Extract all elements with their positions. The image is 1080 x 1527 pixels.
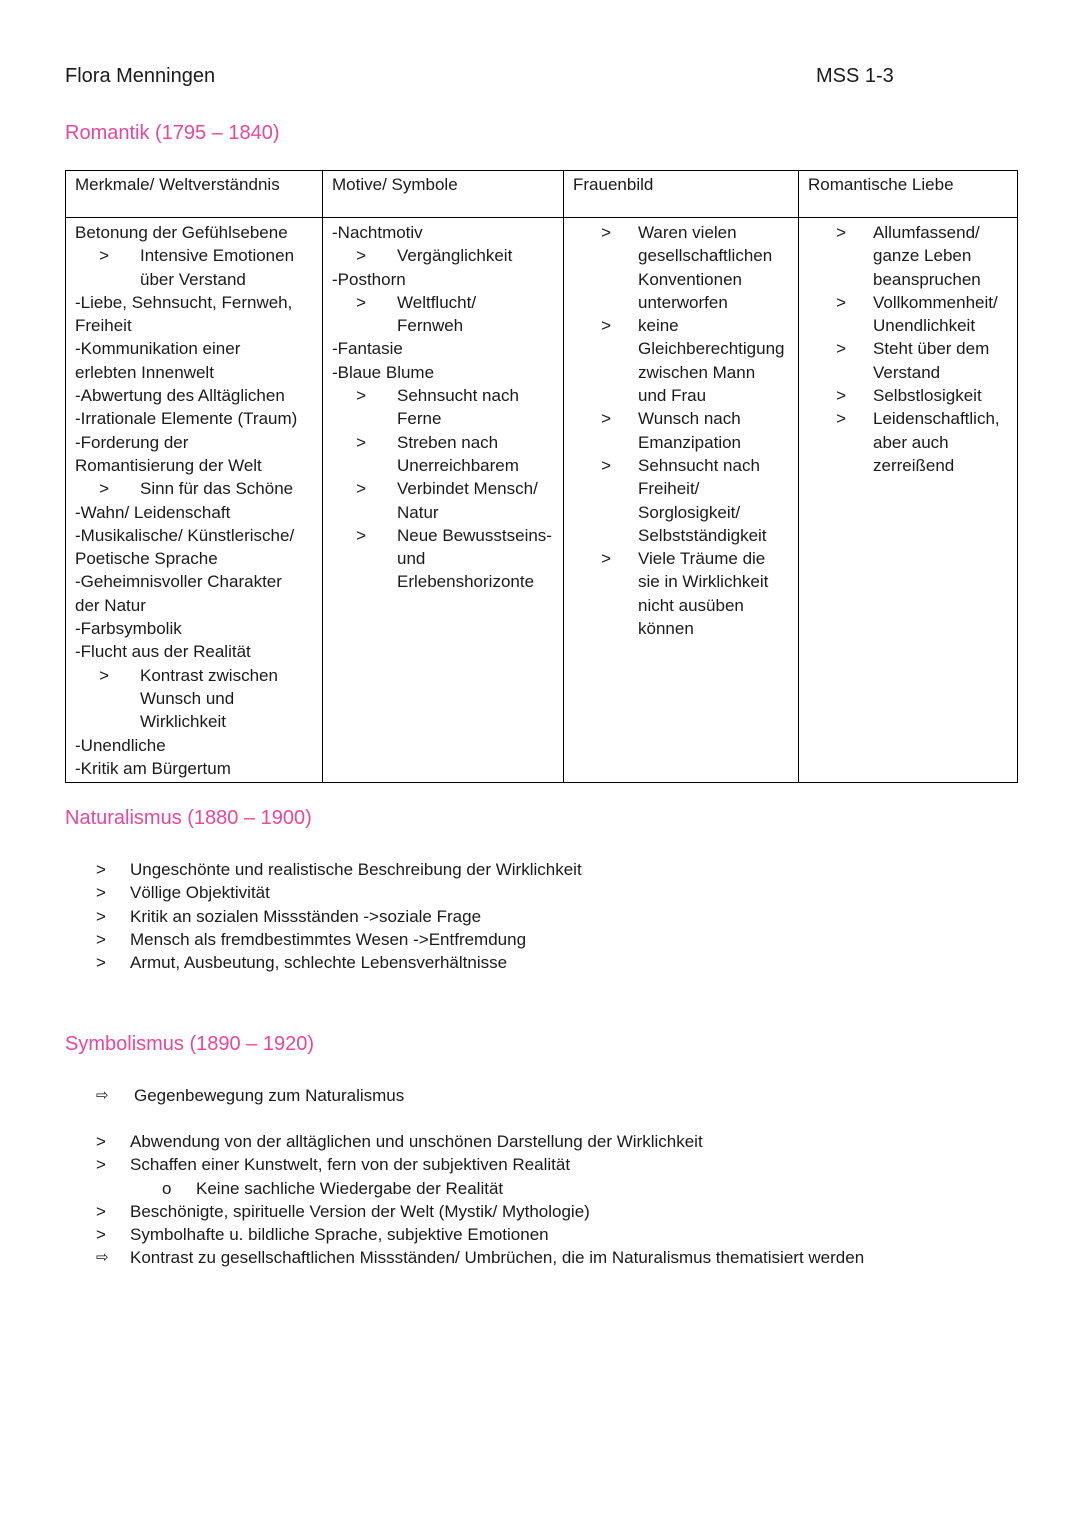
cell-text-line: -Kommunikation einer bbox=[75, 339, 241, 359]
sub-point bbox=[75, 244, 313, 291]
cell-text-line: -Geheimnisvoller Charakter bbox=[75, 572, 282, 592]
circle-bullet-icon: o bbox=[162, 1178, 172, 1198]
chevron-right-icon: > bbox=[836, 292, 846, 312]
chevron-right-icon: > bbox=[356, 246, 366, 266]
cell-motive bbox=[323, 218, 564, 783]
cell-text-line: zerreißend bbox=[873, 455, 955, 475]
chevron-right-icon: > bbox=[96, 860, 106, 879]
cell-text-line: Weltflucht/ bbox=[397, 292, 477, 312]
chevron-right-icon: > bbox=[99, 246, 109, 266]
chevron-right-icon: > bbox=[601, 549, 611, 569]
cell-text-line: Neue Bewusstseins- bbox=[397, 525, 552, 545]
list-item-text: Ungeschönte und realistische Beschreibung der Wirklichkeit bbox=[130, 860, 582, 879]
author-name: Flora Menningen bbox=[65, 65, 216, 87]
cell-text-line: Viele Träume die bbox=[638, 549, 766, 569]
cell-text-line: -Unendliche bbox=[75, 735, 166, 755]
list-item bbox=[96, 928, 582, 951]
list-item bbox=[96, 1153, 864, 1176]
cell-frauenbild bbox=[564, 218, 799, 783]
sub-point bbox=[332, 524, 554, 594]
cell-text-line: -Forderung der bbox=[75, 432, 189, 452]
cell-text-line: -Fantasie bbox=[332, 339, 403, 359]
cell-text-line: -Nachtmotiv bbox=[332, 223, 423, 242]
list-item bbox=[96, 1130, 864, 1153]
cell-text-line: -Blaue Blume bbox=[332, 362, 435, 382]
section-title-symbolismus: Symbolismus (1890 – 1920) bbox=[65, 1033, 315, 1055]
romantik-table bbox=[65, 170, 1018, 783]
hollow-arrow-right-icon: ⇨ bbox=[96, 1087, 109, 1104]
list-item-text: Kontrast zu gesellschaftlichen Missständen/ Umbrüchen, die im Naturalismus thematisiert werden bbox=[130, 1248, 865, 1268]
cell-text-line: erlebten Innenwelt bbox=[75, 362, 214, 382]
cell-text-line: -Musikalische/ Künstlerische/ bbox=[75, 525, 295, 545]
cell-text-line: Selbstständigkeit bbox=[638, 525, 767, 545]
cell-text-line: Vollkommenheit/ bbox=[873, 292, 998, 312]
sub-point bbox=[332, 291, 554, 338]
chevron-right-icon: > bbox=[601, 223, 611, 242]
chevron-right-icon: > bbox=[96, 1155, 106, 1175]
cell-text-line: -Farbsymbolik bbox=[75, 619, 182, 639]
cell-text-line: Waren vielen bbox=[638, 223, 737, 242]
sub-point bbox=[808, 384, 1008, 407]
cell-text-line: Steht über dem bbox=[873, 339, 990, 359]
cell-text-line: gesellschaftlichen bbox=[638, 246, 773, 266]
sub-point bbox=[808, 337, 1008, 384]
list-item bbox=[96, 1246, 864, 1269]
cell-text-line: Erlebenshorizonte bbox=[397, 572, 535, 592]
list-item-text: Mensch als fremdbestimmtes Wesen ->Entfremdung bbox=[130, 929, 527, 949]
cell-text-line: -Posthorn bbox=[332, 269, 406, 289]
list-item-text: Schaffen einer Kunstwelt, fern von der subjektiven Realität bbox=[130, 1155, 571, 1175]
sub-point bbox=[573, 407, 789, 454]
sub-point bbox=[808, 221, 1008, 291]
sub-point bbox=[573, 221, 789, 314]
cell-text-line: -Liebe, Sehnsucht, Fernweh, bbox=[75, 292, 293, 312]
sub-point bbox=[573, 547, 789, 640]
course-label: MSS 1-3 bbox=[816, 65, 894, 87]
cell-text-line: ganze Leben bbox=[873, 246, 972, 266]
chevron-right-icon: > bbox=[356, 479, 366, 499]
list-item bbox=[96, 951, 582, 974]
cell-text-line: Sorglosigkeit/ bbox=[638, 502, 741, 522]
list-item bbox=[96, 881, 582, 904]
cell-text-line: Poetische Sprache bbox=[75, 549, 218, 569]
cell-text-line: Romantisierung der Welt bbox=[75, 455, 262, 475]
symbolismus-lead bbox=[96, 1084, 404, 1107]
chevron-right-icon: > bbox=[99, 665, 109, 685]
list-item bbox=[96, 1177, 864, 1200]
naturalismus-list bbox=[96, 858, 582, 974]
cell-text-line: Sehnsucht nach bbox=[638, 455, 760, 475]
chevron-right-icon: > bbox=[96, 906, 106, 926]
list-item bbox=[96, 858, 582, 881]
chevron-right-icon: > bbox=[356, 386, 366, 406]
cell-text-line: Emanzipation bbox=[638, 432, 742, 452]
cell-text-line: Freiheit/ bbox=[638, 479, 700, 499]
chevron-right-icon: > bbox=[96, 1132, 106, 1151]
sub-point bbox=[808, 291, 1008, 338]
cell-text-line: keine bbox=[638, 316, 679, 336]
chevron-right-icon: > bbox=[836, 409, 846, 429]
list-item-text: Armut, Ausbeutung, schlechte Lebensverhältnisse bbox=[130, 953, 508, 973]
list-item bbox=[96, 1223, 864, 1246]
sub-point bbox=[75, 477, 313, 500]
cell-text-line: sie in Wirklichkeit bbox=[638, 572, 769, 592]
cell-text-line: nicht ausüben bbox=[638, 595, 744, 615]
chevron-right-icon: > bbox=[836, 223, 846, 242]
chevron-right-icon: > bbox=[601, 409, 611, 429]
list-item-text: Symbolhafte u. bildliche Sprache, subjektive Emotionen bbox=[130, 1225, 549, 1245]
cell-text-line: Verbindet Mensch/ bbox=[397, 479, 538, 499]
list-item bbox=[96, 1084, 404, 1107]
cell-text-line: Wunsch nach bbox=[638, 409, 741, 429]
cell-text-line: aber auch bbox=[873, 432, 949, 452]
cell-text-line: der Natur bbox=[75, 595, 146, 615]
cell-text-line: beanspruchen bbox=[873, 269, 981, 289]
chevron-right-icon: > bbox=[96, 1225, 106, 1245]
table-row bbox=[66, 218, 1018, 783]
sub-point bbox=[808, 407, 1008, 477]
chevron-right-icon: > bbox=[601, 455, 611, 475]
cell-text-line: Betonung der Gefühlsebene bbox=[75, 223, 288, 242]
cell-text-line: über Verstand bbox=[140, 269, 246, 289]
cell-text-line: Vergänglichkeit bbox=[397, 246, 513, 266]
list-item-text: Kritik an sozialen Missständen ->soziale Frage bbox=[130, 906, 482, 926]
chevron-right-icon: > bbox=[601, 316, 611, 336]
list-item-text: Beschönigte, spirituelle Version der Welt (Mystik/ Mythologie) bbox=[130, 1201, 590, 1221]
cell-merkmale bbox=[66, 218, 323, 783]
column-header-liebe: Romantische Liebe bbox=[799, 171, 1018, 218]
cell-text-line: -Abwertung des Alltäglichen bbox=[75, 386, 285, 406]
chevron-right-icon: > bbox=[96, 929, 106, 949]
cell-text-line: Leidenschaftlich, bbox=[873, 409, 1000, 429]
symbolismus-list bbox=[96, 1130, 864, 1270]
sub-point bbox=[75, 664, 313, 734]
column-header-motive: Motive/ Symbole bbox=[323, 171, 564, 218]
cell-text-line: Natur bbox=[397, 502, 439, 522]
list-item bbox=[96, 905, 582, 928]
sub-point bbox=[332, 477, 554, 524]
cell-text-line: Sehnsucht nach bbox=[397, 386, 519, 406]
cell-text-line: können bbox=[638, 619, 694, 639]
sub-point bbox=[332, 244, 554, 267]
list-item-text: Abwendung von der alltäglichen und unschönen Darstellung der Wirklichkeit bbox=[130, 1132, 703, 1151]
cell-text-line: unterworfen bbox=[638, 292, 728, 312]
cell-text-line: Fernweh bbox=[397, 316, 464, 336]
cell-text-line: und Frau bbox=[638, 386, 707, 406]
chevron-right-icon: > bbox=[96, 883, 106, 903]
list-item-text: Keine sachliche Wiedergabe der Realität bbox=[196, 1178, 504, 1198]
cell-text-line: Freiheit bbox=[75, 316, 132, 336]
cell-text-line: -Irrationale Elemente (Traum) bbox=[75, 409, 298, 429]
chevron-right-icon: > bbox=[836, 386, 846, 406]
sub-point bbox=[573, 314, 789, 407]
cell-text-line: Konventionen bbox=[638, 269, 742, 289]
section-title-naturalismus: Naturalismus (1880 – 1900) bbox=[65, 807, 312, 829]
chevron-right-icon: > bbox=[96, 1201, 106, 1221]
sub-point bbox=[332, 384, 554, 431]
list-item bbox=[96, 1200, 864, 1223]
cell-text-line: zwischen Mann bbox=[638, 362, 756, 382]
hollow-arrow-right-icon: ⇨ bbox=[96, 1249, 109, 1267]
cell-text-line: Gleichberechtigung bbox=[638, 339, 785, 359]
chevron-right-icon: > bbox=[96, 953, 106, 973]
cell-text-line: Verstand bbox=[873, 362, 941, 382]
cell-text-line: -Flucht aus der Realität bbox=[75, 642, 251, 662]
column-header-frauenbild: Frauenbild bbox=[564, 171, 799, 218]
cell-text-line: Ferne bbox=[397, 409, 442, 429]
cell-text-line: Unendlichkeit bbox=[873, 316, 976, 336]
cell-text-line: Intensive Emotionen bbox=[140, 246, 295, 266]
column-header-merkmale: Merkmale/ Weltverständnis bbox=[66, 171, 323, 218]
chevron-right-icon: > bbox=[356, 292, 366, 312]
chevron-right-icon: > bbox=[356, 525, 366, 545]
cell-liebe bbox=[799, 218, 1018, 783]
cell-text-line: -Kritik am Bürgertum bbox=[75, 758, 231, 778]
sub-point bbox=[332, 431, 554, 478]
cell-text-line: und bbox=[397, 549, 426, 569]
cell-text-line: -Wahn/ Leidenschaft bbox=[75, 502, 231, 522]
cell-text-line: Unerreichbarem bbox=[397, 455, 519, 475]
section-title-romantik: Romantik (1795 – 1840) bbox=[65, 122, 280, 144]
cell-text-line: Wirklichkeit bbox=[140, 712, 226, 732]
table-header-row bbox=[66, 171, 1018, 218]
list-item-text: Gegenbewegung zum Naturalismus bbox=[134, 1086, 405, 1105]
cell-text-line: Selbstlosigkeit bbox=[873, 386, 982, 406]
cell-text-line: Kontrast zwischen bbox=[140, 665, 278, 685]
cell-text-line: Allumfassend/ bbox=[873, 223, 980, 242]
chevron-right-icon: > bbox=[836, 339, 846, 359]
chevron-right-icon: > bbox=[356, 432, 366, 452]
cell-text-line: Wunsch und bbox=[140, 688, 235, 708]
chevron-right-icon: > bbox=[99, 479, 109, 499]
cell-text-line: Sinn für das Schöne bbox=[140, 479, 294, 499]
list-item-text: Völlige Objektivität bbox=[130, 883, 270, 903]
cell-text-line: Streben nach bbox=[397, 432, 499, 452]
sub-point bbox=[573, 454, 789, 547]
